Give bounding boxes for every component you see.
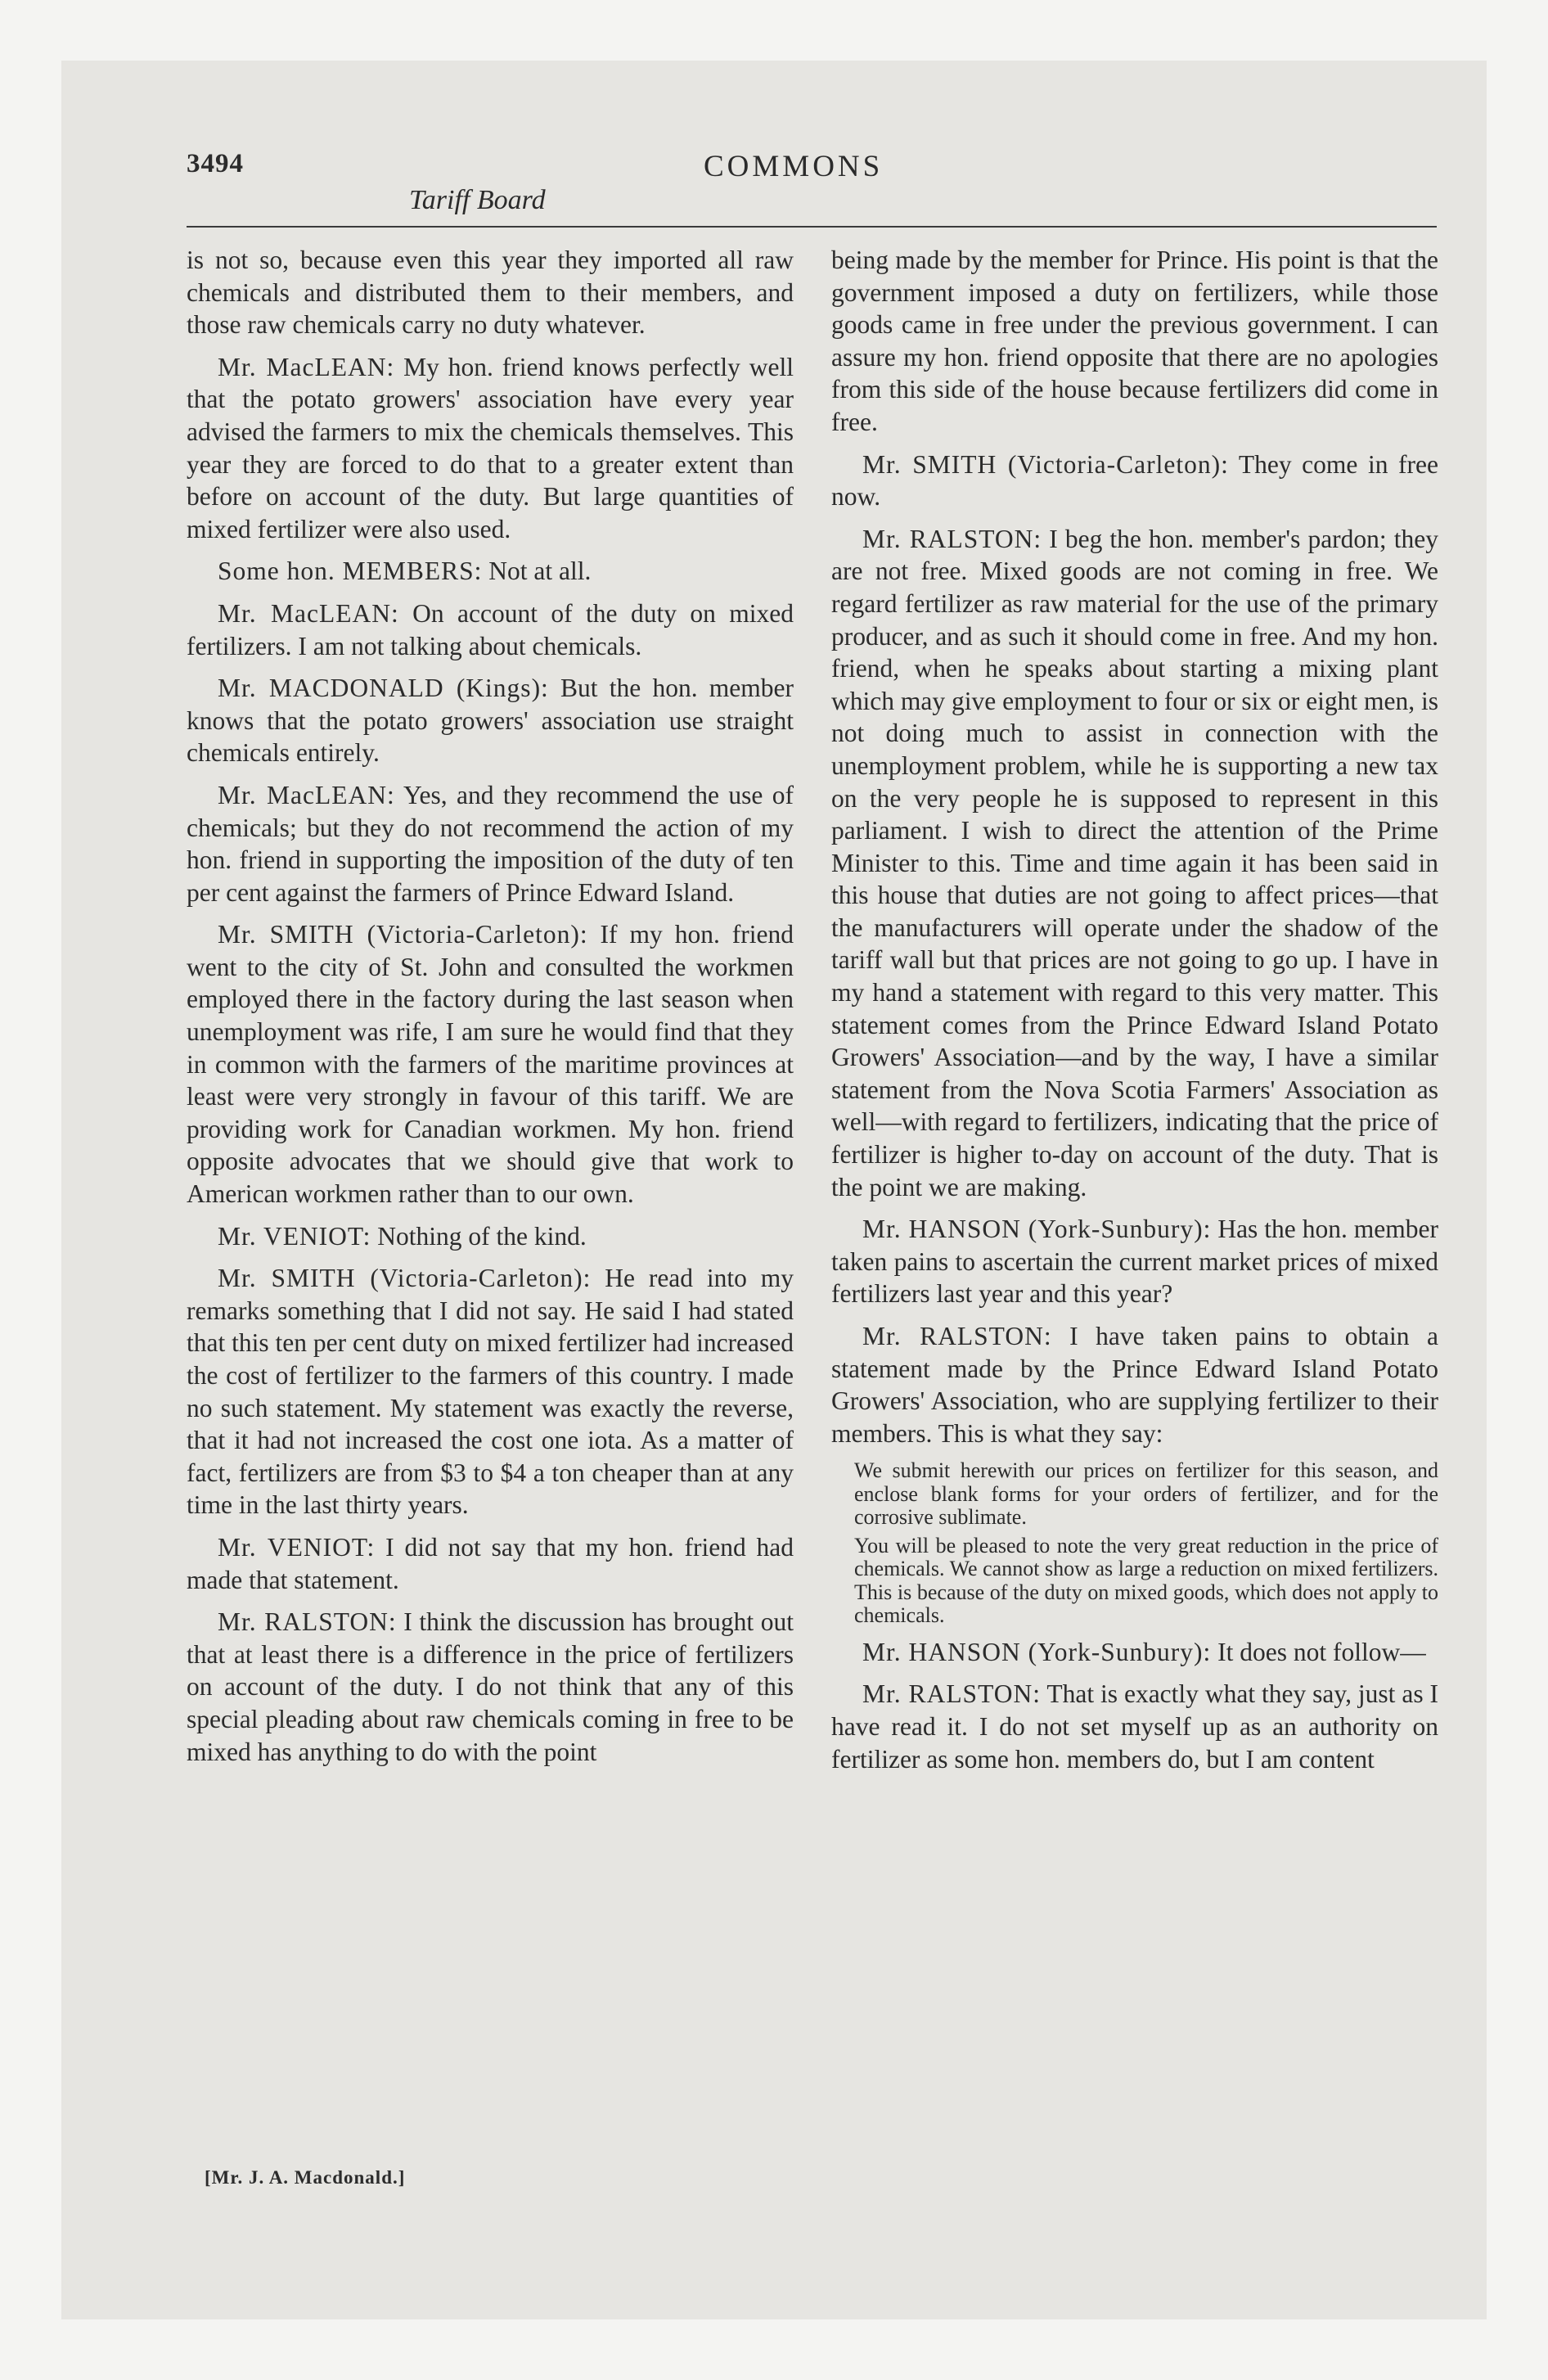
paragraph: Mr. SMITH (Victoria-Carleton): They come in free now. bbox=[831, 449, 1438, 512]
paragraph: Mr. RALSTON: I have taken pains to obtain a statement made by the Prince Edward Island Potato Growers' Association, who are supplying fertilizer to their members. This is what they say: bbox=[831, 1322, 1439, 1448]
paragraph: Mr. SMITH (Victoria-Carleton): If my hon. friend went to the city of St. John and consulted the workmen employed there in the factory during the last season when unemployment was rife, I am sure he would find that they in common with the farmers of the maritime provinces at least were very strongly in favour of this tariff. We are providing work for Canadian workmen. My hon. friend opposite advocates that we should give that work to American workmen rather than to our own. bbox=[187, 920, 794, 1209]
paragraph: is not so, because even this year they imported all raw chemicals and distributed them to their members, and those raw chemicals carry no duty whatever. bbox=[187, 246, 794, 340]
paragraph: Mr. RALSTON: I beg the hon. member's pardon; they are not free. Mixed goods are not coming in free. We regard fertilizer as raw material for the use of the primary producer, and as such it should come in free. And my hon. friend, when he speaks about starting a mixing plant which may give employment to four or six or eight men, is not doing much to assist in connection with the unemployment problem, while he is supporting a new tax on the very people he is supposed to represent in this parliament. I wish to direct the attention of the Prime Minister to this. Time and time again it has been said in this house that duties are not going to affect prices—that the manufacturers will operate under the shadow of the tariff wall but that prices are not going to go up. I have in my hand a statement with regard to this very matter. This statement comes from the Prince Edward Island Potato Growers' Association—and by the way, I have a similar statement from the Nova Scotia Farmers' Association as well—with regard to fertilizers, indicating that the price of fertilizer is higher to-day on account of the duty. That is the point we are making. bbox=[831, 524, 1438, 1201]
speaker-name: Mr. HANSON (York-Sunbury): bbox=[862, 1637, 1212, 1666]
speaker-name: Mr. RALSTON: bbox=[862, 524, 1042, 553]
paragraph: Mr. HANSON (York-Sunbury): It does not follow— bbox=[862, 1637, 1426, 1666]
page-header bbox=[187, 139, 1438, 229]
speaker-name: Mr. SMITH (Victoria-Carleton): bbox=[218, 920, 588, 949]
running-head: COMMONS bbox=[704, 150, 884, 183]
section-title: Tariff Board bbox=[409, 185, 546, 215]
paragraph: Mr. MacLEAN: My hon. friend knows perfectly well that the potato growers' association have every year advised the farmers to mix the chemicals themselves. This year they are forced to do that to a greater extent than before on account of the duty. But large quantities of mixed fertilizer were also used. bbox=[187, 352, 794, 543]
speaker-name: Mr. MacLEAN: bbox=[218, 352, 395, 381]
speaker-name: Mr. RALSTON: bbox=[862, 1679, 1042, 1709]
quoted-statement bbox=[854, 1459, 1438, 1628]
right-column bbox=[831, 244, 1438, 1785]
paragraph: Mr. RALSTON: I think the discussion has brought out that at least there is a difference in the price of fertilizers on account of the duty. I do not think that any of this special pleading about raw chemicals coming in free to be mixed has anything to do with the point bbox=[187, 1607, 794, 1766]
speaker-name: Mr. MacLEAN: bbox=[218, 780, 395, 809]
paragraph: Some hon. MEMBERS: Not at all. bbox=[218, 557, 592, 586]
speaker-name: Mr. MacLEAN: bbox=[218, 598, 399, 628]
page-number: 3494 bbox=[187, 149, 244, 178]
paragraph: Mr. SMITH (Victoria-Carleton): He read into my remarks something that I did not say. He said I had stated that this ten per cent duty on mixed fertilizer had increased the cost of fertilizer to the farmers of this country. I made no such statement. My statement was exactly the reverse, that it had not increased the cost one iota. As a matter of fact, fertilizers are from $3 to $4 a ton cheaper than at any time in the last thirty years. bbox=[187, 1264, 794, 1520]
paragraph: Mr. VENIOT: I did not say that my hon. friend had made that statement. bbox=[187, 1532, 794, 1594]
speaker-name: Some hon. MEMBERS: bbox=[218, 557, 483, 586]
paragraph: being made by the member for Prince. His point is that the government imposed a duty on fertilizers, while those goods came in free under the previous government. I can assure my hon. friend opposite that there are no apologies from this side of the house because fertilizers did come in free. bbox=[831, 246, 1438, 436]
paragraph: Mr. VENIOT: Nothing of the kind. bbox=[218, 1221, 587, 1251]
paragraph: Mr. RALSTON: That is exactly what they say, just as I have read it. I do not set myself up as an authority on fertilizer as some hon. members do, but I am content bbox=[831, 1679, 1438, 1774]
paragraph: Mr. MacLEAN: Yes, and they recommend the use of chemicals; but they do not recommend the action of my hon. friend in supporting the imposition of the duty of ten per cent against the farmers of Prince Edward Island. bbox=[187, 780, 794, 907]
speaker-name: Mr. SMITH (Victoria-Carleton): bbox=[218, 1264, 592, 1293]
speaker-name: Mr. VENIOT: bbox=[218, 1221, 371, 1251]
header-rule bbox=[187, 226, 1437, 228]
paragraph: Mr. MACDONALD (Kings): But the hon. member knows that the potato growers' association use straight chemicals entirely. bbox=[187, 674, 794, 768]
speaker-name: Mr. VENIOT: bbox=[218, 1532, 376, 1562]
speaker-name: Mr. RALSTON: bbox=[862, 1322, 1052, 1350]
quote-paragraph: You will be pleased to note the very great reduction in the price of chemicals. We cannot show as large a reduction on mixed fertilizers. This is because of the duty on mixed goods, which does not apply to chemicals. bbox=[854, 1533, 1438, 1628]
quote-paragraph: We submit herewith our prices on fertilizer for this season, and enclose blank forms for your orders of fertilizer, and for the corrosive sublimate. bbox=[854, 1458, 1438, 1530]
speaker-name: Mr. HANSON (York-Sunbury): bbox=[862, 1215, 1212, 1244]
footer-speaker-note: [Mr. J. A. Macdonald.] bbox=[205, 2167, 406, 2188]
speaker-name: Mr. SMITH (Victoria-Carleton): bbox=[862, 449, 1229, 479]
speaker-name: Mr. MACDONALD (Kings): bbox=[218, 674, 549, 703]
paragraph: Mr. MacLEAN: On account of the duty on mixed fertilizers. I am not talking about chemicals. bbox=[187, 598, 794, 660]
left-column bbox=[187, 244, 794, 1778]
paragraph: Mr. HANSON (York-Sunbury): Has the hon. member taken pains to ascertain the current market prices of mixed fertilizers last year and this year? bbox=[831, 1215, 1438, 1309]
speaker-name: Mr. RALSTON: bbox=[218, 1607, 397, 1637]
